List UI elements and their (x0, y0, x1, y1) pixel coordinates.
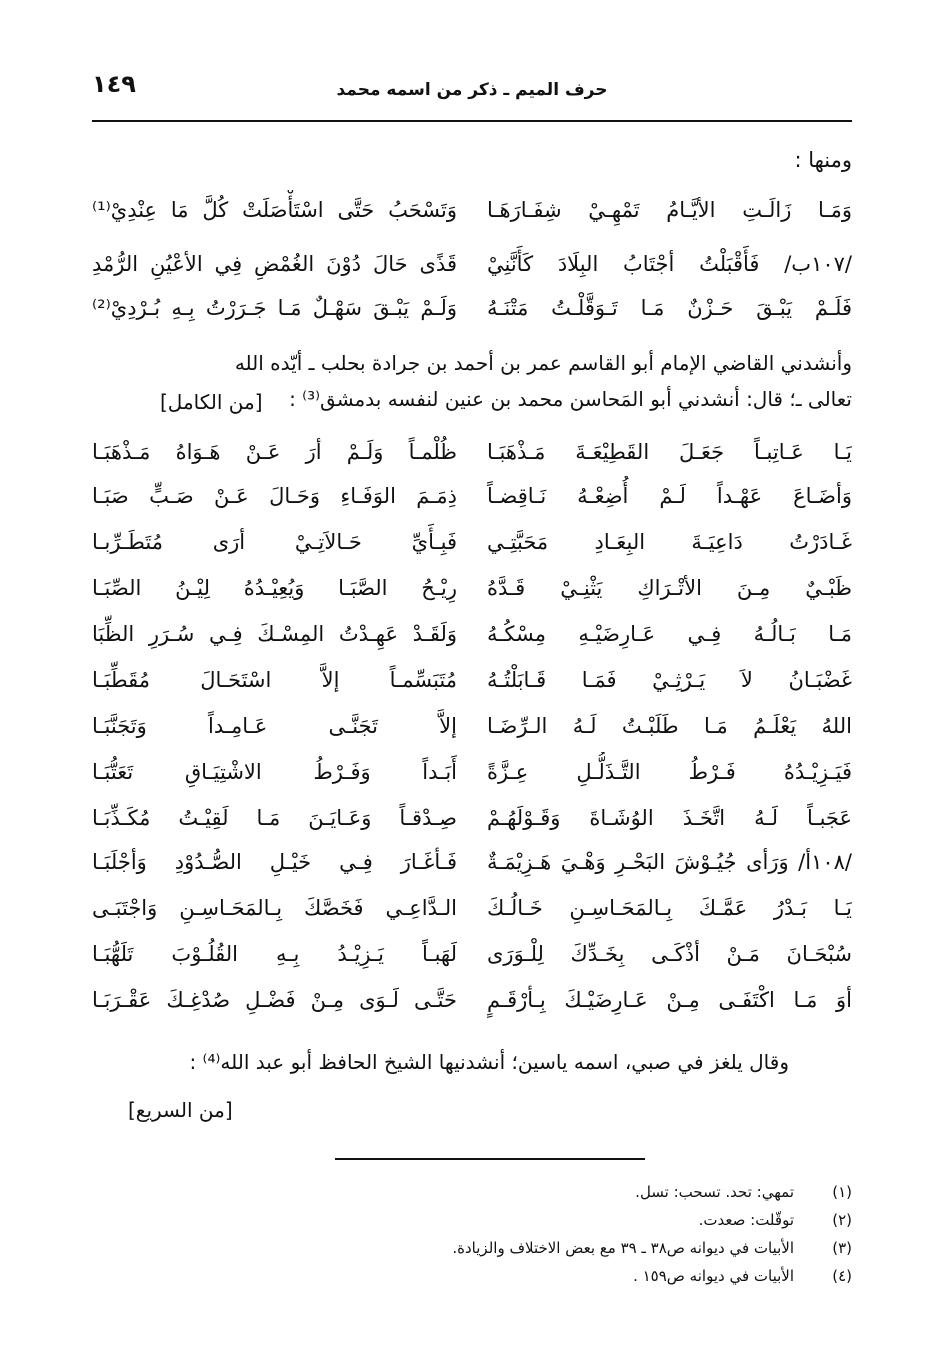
footnote-number: (١) (832, 1183, 852, 1201)
hemistich-first: سُبْحَـانَ مَـنْ أذْكَـى بِخَـدِّكَ لِلْـوَرَى (487, 942, 852, 966)
hemistich-second: الـدَّاعِـي فَخَصَّكَ بِـالمَحَـاسِـنِ وَاجْتَبَـى (92, 896, 457, 920)
prose-line: تعالى ـ؛ قال: أنشدني أبو المَحاسن محمد بن عنين لنفسه بدمشق⁽³⁾ : (289, 387, 852, 411)
hemistich-first: يَـا عَـاتِبـاً جَعَـلَ القَطِيْعَـةَ مَـذْهَبَـا (487, 440, 852, 464)
footnote-number: (٢) (832, 1211, 852, 1229)
verse-line (92, 522, 852, 562)
hemistich-first: اللهُ يَعْلَـمُ مَـا طَلَبْـتُ لَـهُ الـرِّضَـا (487, 714, 852, 738)
hemistich-second: وَتَسْحَبُ حَتَّى اسْتَأْصَلَتْ كُلَّ مَا عِنْدِيْ⁽¹⁾ (92, 198, 457, 222)
verse-line (92, 568, 852, 608)
verse-line (92, 288, 852, 328)
verse-line (92, 660, 852, 700)
hemistich-first: فَلَـمْ يَبْـقَ حَـزْنٌ مَـا تَـوَقَّلْـتُ مَتْنَـهُ (487, 296, 852, 320)
hemistich-second: قَذًى حَالَ دُوْنَ الغُمْضِ فِي الأعْيُنِ الرُّمْدِ (92, 252, 457, 276)
hemistich-first: /١٠٧ب/ فَأَقْبَلْتُ أجْتَابُ البِلَادَ كَأَنَّنِيْ (487, 252, 852, 276)
verse-line (92, 432, 852, 472)
hemistich-second: أَبَـداً وَفَـرْطُ الاشْتِيَـاقِ تَعَتُّبَـا (92, 760, 457, 784)
hemistich-second: ظُلْمـاً وَلَـمْ أرَ عَـنْ هَـوَاهُ مَـذْهَبَـا (92, 440, 457, 464)
verse-line (92, 752, 852, 792)
verse-line (92, 244, 852, 284)
footnote-text: الأبيات في ديوانه ص٣٨ ـ ٣٩ مع بعض الاختلاف والزيادة. (452, 1239, 794, 1257)
hemistich-second: مُتَبَسِّمـاً إلاَّ اسْتَحَـالَ مُقَطِّبَـا (92, 668, 457, 692)
hemistich-second: وَلَـمْ يَبْـقَ سَهْـلٌ مَـا جَـرَرْتُ بِـهِ بُـرْدِيْ⁽²⁾ (92, 296, 457, 320)
verse-line (92, 190, 852, 230)
verse-line (92, 980, 852, 1020)
hemistich-first: غَضْبَـانُ لاَ يَـرْثِـيْ فَمَـا قَـابَلْتُـهُ (487, 668, 852, 692)
footnote (452, 1234, 852, 1262)
header-rule (92, 120, 852, 122)
intro-text: ومنها : (794, 148, 852, 172)
verse-line (92, 798, 852, 838)
footnote-number: (٣) (832, 1239, 852, 1257)
hemistich-second: فَـأغَـارَ فِـي خَيْـلِ الصُّـدُوْدِ وَأجْلَبَـا (92, 850, 457, 874)
hemistich-second: وَلَقَـدْ عَهِـدْتُ المِسْـكَ فِـي سُـرَرِ الظِّبَا (92, 622, 457, 646)
hemistich-second: حَتَّـى لَـوَى مِـنْ فَضْـلِ صُدْغِـكَ عَقْـرَبَـا (92, 988, 457, 1012)
hemistich-second: فَبِـأَيِّ حَـالاَتِـيْ أرَى مُتَطَـرِّبـا (92, 530, 457, 554)
verse-line (92, 706, 852, 746)
running-title: حرف الميم ـ ذكر من اسمه محمد (336, 80, 608, 100)
footnotes (452, 1178, 852, 1290)
meter-label: [من الكامل] (160, 390, 263, 414)
verse-line (92, 614, 852, 654)
page-number: ١٤٩ (92, 70, 136, 98)
hemistich-first: مَـا بَـالُـهُ فِـي عَـارِضَيْـهِ مِسْكُـهُ (487, 622, 852, 646)
hemistich-first: ظَبْـيٌ مِـنَ الأتْـرَاكِ يَثْنِـيْ قَـدَّهُ (487, 576, 852, 600)
hemistich-first: وَمَـا زَالَـتِ الأيَّـامُ تَمْهِـيْ شِفَـارَهَـا (487, 198, 852, 222)
hemistich-first: عَجَبـاً لَـهُ اتَّخَـذَ الوُشَـاةَ وَقَـوْلَهُـمْ (487, 806, 852, 830)
hemistich-first: يَـا بَـدْرُ عَمَّـكَ بِـالمَحَـاسِـنِ خَـالُـكَ (487, 896, 852, 920)
hemistich-first: فَيَـزِيْـدُهُ فَـرْطُ التَّـذَلُّـلِ عِـزَّةً (487, 760, 852, 784)
hemistich-first: وَأضَـاعَ عَهْـداً لَـمْ أُضِعْـهُ نَـاقِضـاً (487, 484, 852, 508)
meter-label: [من السريع] (128, 1098, 233, 1122)
hemistich-second: لَهَبـاً يَـزِيْـدُ بِـهِ القُلُـوْبَ تَلَهُّبَـا (92, 942, 457, 966)
closing-text: وقال يلغز في صبي، اسمه ياسين؛ أنشدنيها الشيخ الحافظ أبو عبد الله⁽⁴⁾ : (189, 1050, 789, 1074)
closing-line (160, 1044, 789, 1080)
page-header (92, 70, 852, 110)
verse-line (92, 934, 852, 974)
footnote-number: (٤) (832, 1267, 852, 1285)
hemistich-first: غَـادَرْتُ دَاعِيَـةَ البِعَـادِ مَحَبَّتِـي (487, 530, 852, 554)
hemistich-first: /١٠٨أ/ وَرَأى جُيُـوْشَ البَحْـرِ وَهْـيَ هَـزِيْمَـةٌ (487, 850, 852, 874)
hemistich-first: أوَ مَـا اكْتَفَـى مِـنْ عَـارِضَيْـكَ بِـأرْقَـمٍ (487, 988, 852, 1012)
footnote (452, 1178, 852, 1206)
prose-line: وأنشدني القاضي الإمام أبو القاسم عمر بن أحمد بن جرادة بحلب ـ أيّده الله (234, 351, 852, 375)
hemistich-second: إلاَّ تَجَنَّـى عَـامِـداً وَتَجَنَّبَـا (92, 714, 457, 738)
verse-line (92, 842, 852, 882)
footnote-text: تمهي: تحد. تسحب: تسل. (635, 1183, 794, 1201)
verse-line (92, 476, 852, 516)
hemistich-second: صِـدْقـاً وَعَـايَـنَ مَـا لَقِيْـتُ مُكَـذِّبَـا (92, 806, 457, 830)
verse-line (92, 888, 852, 928)
footnote-text: الأبيات في ديوانه ص١٥٩ . (633, 1267, 794, 1285)
hemistich-second: ذِمَـمَ الوَفَـاءِ وَحَـالَ عَـنْ صَـبٍّ صَبَـا (92, 484, 457, 508)
footnote-rule (335, 1158, 645, 1160)
footnote (452, 1206, 852, 1234)
footnote (452, 1262, 852, 1290)
hemistich-second: رِيْـحُ الصَّبَـا وَيُعِيْـدُهُ لِيْـنُ الصِّبَـا (92, 576, 457, 600)
footnote-text: توقّلت: صعدت. (698, 1211, 794, 1229)
